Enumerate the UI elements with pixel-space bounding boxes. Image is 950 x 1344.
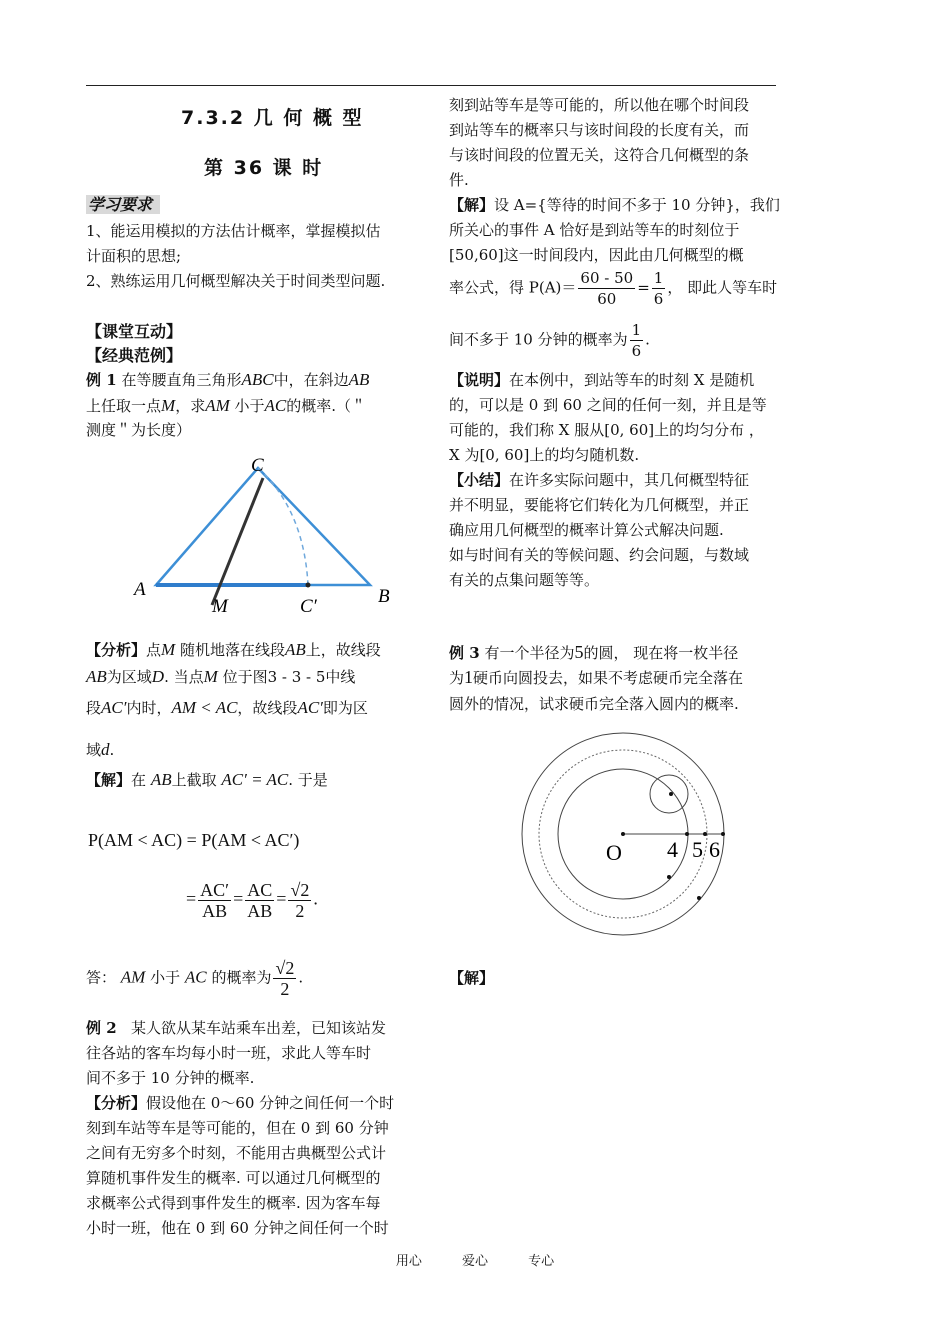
ex2-analysis-line-5: 求概率公式得到事件发生的概率. 因为客车每 bbox=[86, 1194, 381, 1212]
ex1-analysis-line-2: AB为区域D. 当点M 位于图3 - 3 - 5中线 bbox=[86, 667, 356, 686]
label-b: B bbox=[378, 586, 390, 607]
ex2-analysis-line-6: 小时一班，他在 0 到 60 分钟之间任何一个时 bbox=[86, 1219, 389, 1237]
ex2-solution-line-2: 所关心的事件 A 恰好是到站等车的时刻位于 bbox=[449, 221, 740, 239]
ex2-cont-line-4: 件. bbox=[449, 171, 469, 189]
ex2-note-line-3: 可能的，我们称 X 服从[0, 60]上的均匀分布 ， bbox=[449, 421, 764, 439]
arc-c-to-cprime bbox=[258, 468, 308, 585]
ex1-solution-line-1: 【解】在 AB上截取 AC′ = AC. 于是 bbox=[86, 770, 328, 789]
ex2-line-1: 例 2 某人欲从某车站乘车出差，已知该站发 bbox=[86, 1019, 386, 1037]
requirement-2: 2、熟练运用几何概型解决关于时间类型问题. bbox=[86, 272, 386, 290]
footer-item-2: 爱心 bbox=[461, 1254, 488, 1269]
ex2-note-line-2: 的，可以是 0 到 60 之间的任何一刻，并且是等 bbox=[449, 396, 767, 414]
ex3-line-2: 为1硬币向圆投去，如果不考虑硬币完全落在 bbox=[449, 667, 744, 687]
ex1-line-2: 上任取一点M，求AM 小于AC的概率.（＂ bbox=[86, 396, 367, 415]
coin-center bbox=[669, 792, 673, 796]
label-m: M bbox=[212, 596, 228, 617]
ex3-solution-tag: 【解】 bbox=[449, 969, 495, 987]
point-cprime bbox=[306, 583, 311, 588]
label-o: O bbox=[606, 840, 622, 865]
ex3-line-3: 圆外的情况，试求硬币完全落入圆内的概率. bbox=[449, 695, 739, 713]
requirement-1-line-1: 1、能运用模拟的方法估计概率，掌握模拟估 bbox=[86, 222, 381, 240]
ex2-solution-line-3: [50,60]这一时间段内，因此由几何概型的概 bbox=[449, 246, 744, 264]
ex2-note-line-4: X 为[0, 60]上的均匀随机数. bbox=[449, 446, 640, 464]
triangle-figure bbox=[126, 450, 406, 620]
section-classroom: 【课堂互动】 bbox=[86, 322, 183, 341]
ex1-analysis-line-3: 段AC′内时，AM < AC，故线段AC′即为区 bbox=[86, 698, 368, 717]
ex2-line-2: 往各站的客车均每小时一班，求此人等车时 bbox=[86, 1044, 372, 1062]
triangle-abc bbox=[156, 468, 370, 585]
ex2-note-line-1: 【说明】在本例中，到站等车的时刻 X 是随机 bbox=[449, 371, 755, 389]
ex2-summary-line-1: 【小结】在许多实际问题中，其几何概型特征 bbox=[449, 471, 750, 489]
ex2-solution-line-1: 【解】设 A={等待的时间不多于 10 分钟}，我们 bbox=[449, 196, 780, 214]
ex2-cont-line-3: 与该时间段的位置无关，这符合几何概型的条 bbox=[449, 146, 750, 164]
ex2-summary-line-3: 确应用几何概型的概率计算公式解决问题. bbox=[449, 521, 724, 539]
ex3-line-1: 例 3 有一个半径为5的圆， 现在将一枚半径 bbox=[449, 642, 739, 662]
requirement-1-line-2: 计面积的思想; bbox=[86, 247, 182, 265]
circle-figure bbox=[519, 730, 739, 950]
ex2-summary-line-4: 如与时间有关的等候问题、约会问题，与数域 bbox=[449, 546, 750, 564]
ex2-cont-line-1: 刻到站等车是等可能的，所以他在哪个时间段 bbox=[449, 96, 750, 114]
ex2-analysis-line-4: 算随机事件发生的概率. 可以通过几何概型的 bbox=[86, 1169, 381, 1187]
ex1-answer: 答： AM 小于 AC 的概率为 $\frac{√2}{2}$ . bbox=[86, 958, 304, 999]
fraction-chain: = $\frac{AC'}{AB}$ = $\frac{AC}{AB}$ = $\frac{√2}{2}$ . bbox=[186, 880, 318, 921]
label-cprime: C′ bbox=[300, 596, 317, 617]
ex2-analysis-line-1: 【分析】假设他在 0～60 分钟之间任何一个时 bbox=[86, 1094, 395, 1112]
page-title: 7.3.2 几 何 概 型 bbox=[181, 107, 364, 129]
lesson-title: 第 36 课 时 bbox=[204, 157, 324, 179]
ex1-line-1: 例 1 在等腰直角三角形ABC中，在斜边AB bbox=[86, 370, 370, 389]
requirements-heading: 学习要求 bbox=[86, 195, 160, 214]
label-6: 6 bbox=[709, 837, 720, 862]
ex2-solution-line-4: 率公式，得 P(A)＝ $\frac{60 - 50}{60}$ = $\frac{1}{6}$ ， 即此人等车时 bbox=[449, 269, 778, 308]
footer-item-3: 专心 bbox=[528, 1254, 555, 1269]
ex1-line-3: 测度＂为长度） bbox=[86, 421, 192, 439]
ex2-cont-line-2: 到站等车的概率只与该时间段的长度有关，而 bbox=[449, 121, 750, 139]
ex2-analysis-line-2: 刻到车站等车是等可能的，但在 0 到 60 分钟 bbox=[86, 1119, 389, 1137]
section-examples: 【经典范例】 bbox=[86, 346, 183, 365]
ex2-summary-line-5: 有关的点集问题等等。 bbox=[449, 571, 600, 589]
label-a: A bbox=[134, 579, 146, 600]
label-5: 5 bbox=[692, 837, 703, 862]
footer-item-1: 用心 bbox=[395, 1254, 422, 1269]
label-4: 4 bbox=[667, 837, 678, 862]
label-c: C bbox=[251, 455, 264, 476]
ex2-summary-line-2: 并不明显，要能将它们转化为几何概型，并正 bbox=[449, 496, 750, 514]
center-dot bbox=[621, 832, 625, 836]
ex2-line-3: 间不多于 10 分钟的概率. bbox=[86, 1069, 255, 1087]
ex1-analysis-line-1: 【分析】点M 随机地落在线段AB上，故线段 bbox=[86, 640, 381, 659]
probability-equation: P(AM < AC) = P(AM < AC′) bbox=[88, 830, 300, 850]
top-rule bbox=[86, 85, 776, 86]
ex2-solution-line-5: 间不多于 10 分钟的概率为 $\frac{1}{6}$ . bbox=[449, 321, 650, 360]
ex1-analysis-line-4: 域d. bbox=[86, 740, 115, 759]
ex2-analysis-line-3: 之间有无穷多个时刻，不能用古典概型公式计 bbox=[86, 1144, 387, 1162]
page-footer bbox=[0, 1250, 950, 1269]
